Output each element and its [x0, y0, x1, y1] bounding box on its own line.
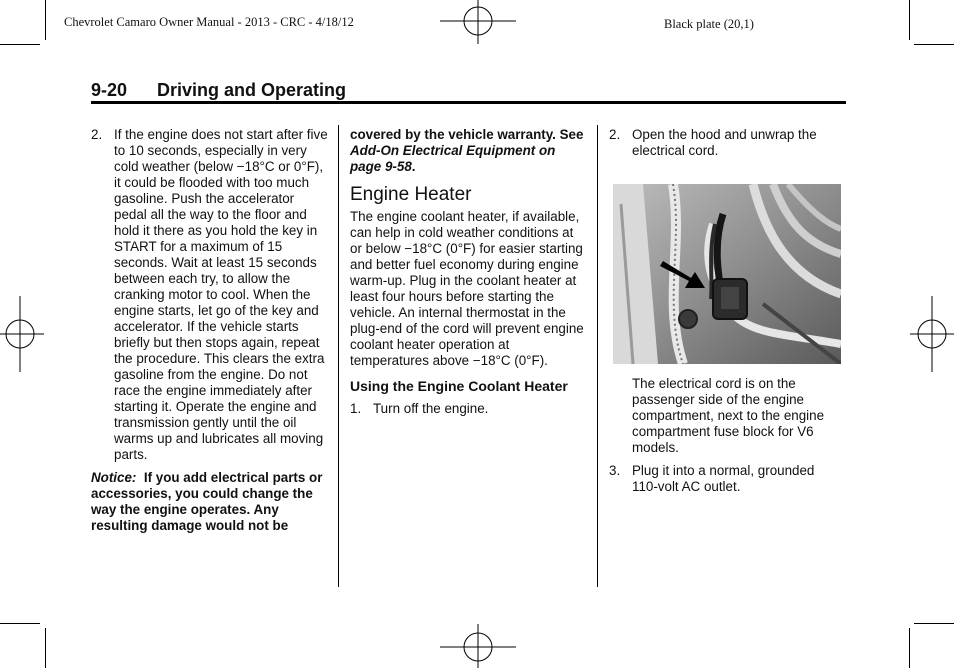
crop-mark [45, 628, 46, 668]
step-text: Open the hood and unwrap the electrical cord. [632, 127, 817, 158]
continuation-text: covered by the vehicle warranty. See [350, 127, 584, 142]
crop-mark [909, 0, 910, 40]
registration-mark-left [0, 296, 44, 372]
notice-label: Notice: [91, 470, 137, 485]
column-divider [338, 125, 339, 587]
step-number: 1. [350, 401, 362, 416]
step-number: 2. [609, 127, 621, 142]
column-3-lower [609, 463, 843, 495]
page-number: 9-20 [91, 80, 128, 100]
crop-mark [0, 623, 40, 624]
step-2 [609, 127, 843, 159]
notice-text: If you add electrical parts or accessories, you could change the way the engine operates. Any resulting damage would not be [91, 470, 323, 533]
section-heading: Engine Heater [350, 184, 472, 205]
step-text: If the engine does not start after five to 10 seconds, especially in very cold weather (below −18°C or 0°F), it could be flooded with too much gasoline. Push the accelerator pedal all the way to the floor and hold it there as you hold the key in START for a maximum of 15 seconds. Wait at least 15 seconds between each try, to allow the cranking motor to cool. When the engine starts, let go of the key and accelerator. If the vehicle starts briefly but then stops again, repeat the procedure. This clears the extra gasoline from the engine. Do not race the engine immediately after starting it. Operate the engine and transmission gently until the oil warms up and lubricates all moving parts. [114, 127, 328, 462]
crop-mark [0, 44, 40, 45]
column-1 [91, 127, 329, 534]
cross-reference-link[interactable]: Add-On Electrical Equipment on page 9-58 [350, 143, 556, 174]
registration-mark-top [440, 0, 516, 44]
step-text: Plug it into a normal, grounded 110-volt AC outlet. [632, 463, 815, 494]
registration-mark-bottom [440, 624, 516, 668]
notice [91, 470, 329, 534]
section-header [91, 80, 346, 101]
header-right: Black plate (20,1) [664, 17, 754, 31]
column-3 [609, 127, 843, 159]
registration-mark-right [910, 296, 954, 372]
crop-mark [914, 623, 954, 624]
period: . [411, 159, 416, 174]
column-2 [350, 127, 588, 417]
step-2 [91, 127, 329, 463]
header-left: Chevrolet Camaro Owner Manual - 2013 - CRC - 4/18/12 [64, 15, 354, 29]
engine-cord-photo [613, 184, 841, 364]
step-number: 3. [609, 463, 621, 478]
step-1 [350, 401, 588, 417]
step-3 [609, 463, 843, 495]
crop-mark [45, 0, 46, 40]
body-text: The engine coolant heater, if available, can help in cold weather conditions at or below −18°C (0°F) for easier starting and better fuel economy during engine warm-up. Plug in the coolant heater at least four hours before starting the vehicle. An internal thermostat in the plug-end of the cord will prevent engine coolant heater operation at temperatures above −18°C (0°F). [350, 209, 584, 368]
notice-continuation [350, 127, 588, 175]
step-number: 2. [91, 127, 103, 142]
column-divider [597, 125, 598, 587]
section-title: Driving and Operating [157, 80, 347, 100]
crop-mark [909, 628, 910, 668]
crop-mark [914, 44, 954, 45]
step-text: Turn off the engine. [373, 401, 489, 416]
header-rule [91, 101, 846, 104]
photo-caption: The electrical cord is on the passenger side of the engine compartment, next to the engine compartment fuse block for V6 models. [632, 376, 825, 455]
subheading: Using the Engine Coolant Heater [350, 378, 568, 394]
